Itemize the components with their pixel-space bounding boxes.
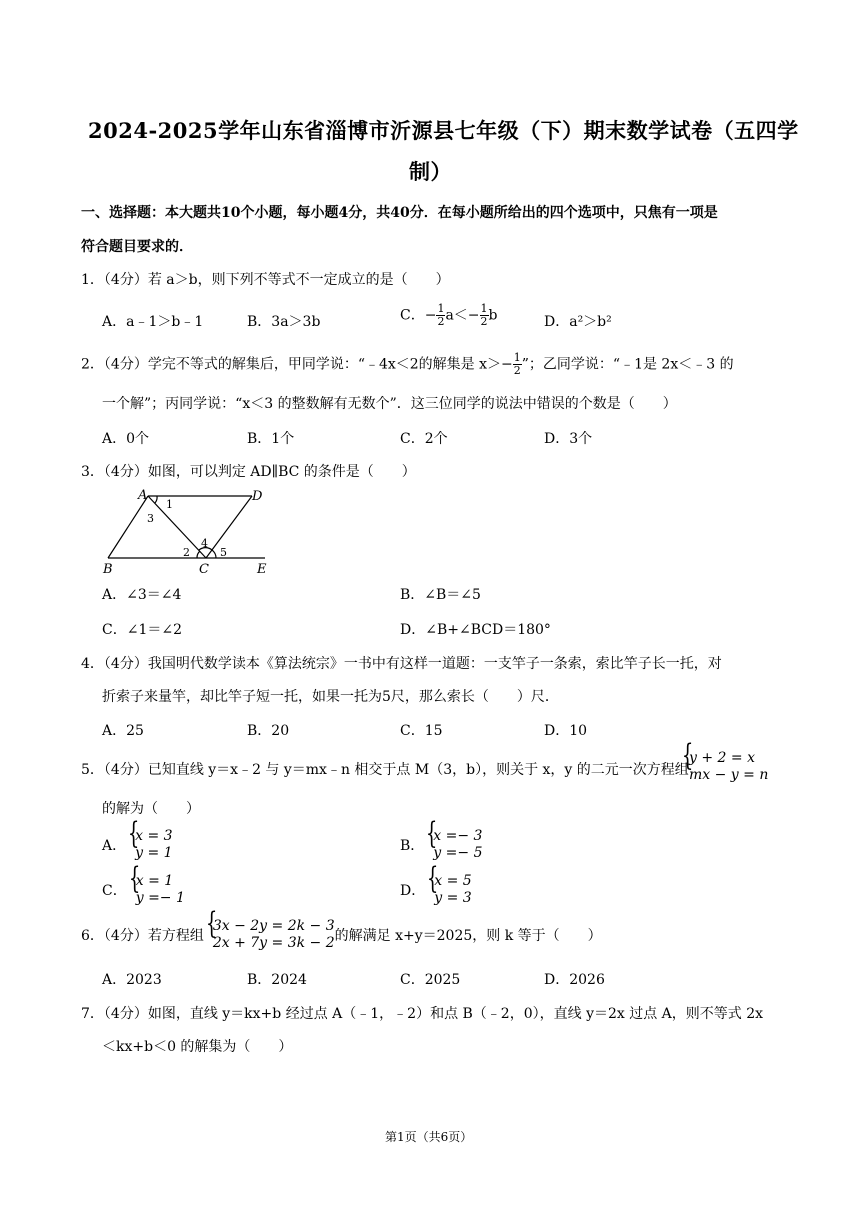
q5-option-b[interactable]: B． { x =− 3 y =− 5 (400, 828, 482, 862)
q1-c-fraction-2: $\frac{1}{2}$ (480, 302, 488, 328)
label-angle-4: 4 (201, 537, 208, 550)
label-point-a: A (138, 488, 148, 503)
q3-stem: 3．（4分）如图，可以判定 AD∥BC 的条件是（ ） (81, 464, 416, 480)
line-cd (206, 496, 252, 558)
label-angle-3: 3 (147, 512, 154, 525)
q1-option-c[interactable]: C．− $\frac{1}{2}$ a＜− $\frac{1}{2}$ b (400, 302, 498, 328)
q4-option-d[interactable]: D．10 (544, 723, 588, 739)
section-header-line2: 符合题目要求的． (81, 239, 193, 255)
q6-option-a[interactable]: A．2023 (102, 972, 162, 988)
q3-option-a[interactable]: A．∠3＝∠4 (102, 587, 182, 603)
section-header-line1: 一、选择题：本大题共10个小题，每小题4分，共40分．在每小题所给出的四个选项中，只焦有一项是 (81, 205, 718, 221)
q1-option-d[interactable]: D．a²＞b² (544, 314, 612, 330)
page-title-line2: 制） (409, 159, 452, 184)
q4-option-b[interactable]: B．20 (247, 723, 290, 739)
q1-option-a[interactable]: A．a﹣1＞b﹣1 (102, 314, 204, 330)
q5-option-d[interactable]: D． { x = 5 y = 3 (400, 873, 472, 907)
q7-line1: 7．（4分）如图，直线 y＝kx+b 经过点 A（﹣1，﹣2）和点 B（﹣2，0），直线 y＝2x 过点 A，则不等式 2x (81, 1006, 764, 1022)
q3-option-d[interactable]: D．∠B+∠BCD＝180° (400, 622, 551, 638)
page-title-line1: 2024-2025学年山东省淄博市沂源县七年级（下）期末数学试卷（五四学 (88, 118, 799, 143)
label-point-b: B (103, 562, 113, 577)
q4-option-a[interactable]: A．25 (102, 723, 144, 739)
q2-option-b[interactable]: B．1个 (247, 431, 295, 447)
q5-option-a[interactable]: A． { x = 3 y = 1 (102, 828, 173, 862)
line-ac (148, 496, 206, 558)
arc-angle-5 (212, 550, 216, 558)
label-angle-1: 1 (166, 498, 173, 511)
q2-option-a[interactable]: A．0个 (102, 431, 150, 447)
q5-line1: 5．（4分）已知直线 y＝x﹣2 与 y＝mx﹣n 相交于点 M（3，b），则关于 x，y 的二元一次方程组 (81, 762, 689, 778)
q1-option-b[interactable]: B．3a＞3b (247, 314, 321, 330)
q3-option-b[interactable]: B．∠B＝∠5 (400, 587, 481, 603)
q2-line1: 2．（4分）学完不等式的解集后，甲同学说：“﹣4x＜2的解集是 x＞− $\frac{1}{2}$ ”；乙同学说：“﹣1是 2x＜﹣3 的 (81, 351, 734, 377)
q6-option-b[interactable]: B．2024 (247, 972, 307, 988)
q4-option-c[interactable]: C．15 (400, 723, 443, 739)
q2-fraction: $\frac{1}{2}$ (513, 351, 521, 377)
q5-equation-system: { y + 2 = x mx − y = n (680, 750, 768, 784)
q1-c-fraction-1: $\frac{1}{2}$ (437, 302, 445, 328)
q7-line2: ＜kx+b＜0 的解集为（ ） (102, 1039, 293, 1055)
arc-angle-1 (155, 496, 157, 503)
q3-geometry-figure (100, 486, 275, 578)
label-angle-5: 5 (220, 546, 227, 559)
label-point-c: C (199, 562, 209, 577)
q5-option-c[interactable]: C． { x = 1 y =− 1 (102, 873, 185, 907)
label-angle-2: 2 (183, 546, 190, 559)
q4-line1: 4．（4分）我国明代数学读本《算法统宗》一书中有这样一道题：一支竿子一条索，索比竿子长一托，对 (81, 656, 722, 672)
q6-stem: 6．（4分）若方程组 { 3x − 2y = 2k − 3 2x + 7y = 3k − 2 的解满足 x+y＝2025，则 k 等于（ ） (81, 918, 602, 952)
line-ab (108, 496, 148, 558)
page-footer: 第1页（共6页） (385, 1130, 473, 1144)
q6-option-d[interactable]: D．2026 (544, 972, 605, 988)
label-point-e: E (257, 562, 267, 577)
q3-option-c[interactable]: C．∠1＝∠2 (102, 622, 182, 638)
q6-option-c[interactable]: C．2025 (400, 972, 461, 988)
arc-angle-2 (197, 551, 200, 558)
q5-line2: 的解为（ ） (102, 801, 200, 817)
label-point-d: D (252, 489, 263, 504)
q4-line2: 折索子来量竿，却比竿子短一托，如果一托为5尺，那么索长（ ）尺． (102, 689, 559, 705)
q2-line2: 一个解”；丙同学说：“x＜3 的整数解有无数个”．这三位同学的说法中错误的个数是（ ） (102, 396, 677, 412)
q2-option-d[interactable]: D．3个 (544, 431, 593, 447)
q2-option-c[interactable]: C．2个 (400, 431, 448, 447)
q1-stem: 1．（4分）若 a＞b，则下列不等式不一定成立的是（ ） (81, 272, 450, 288)
